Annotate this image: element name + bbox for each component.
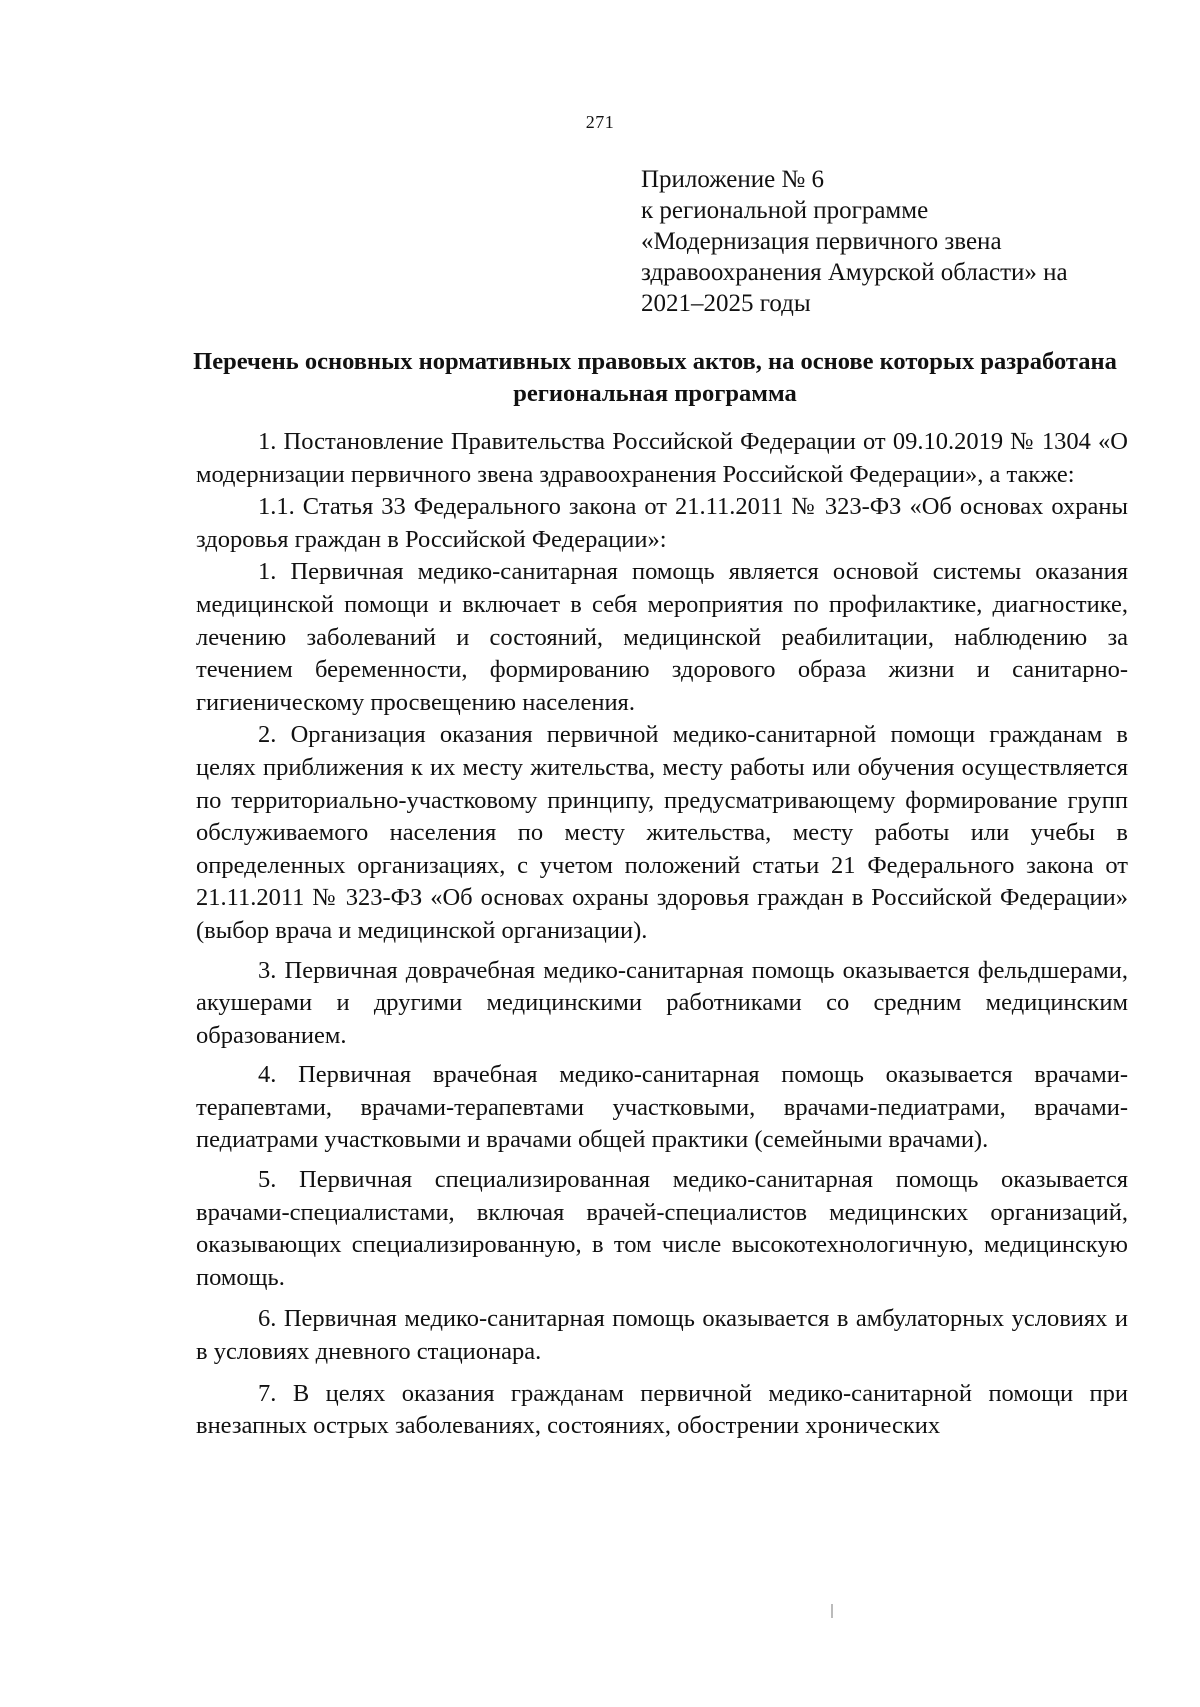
article-item-4: 4. Первичная врачебная медико-санитарная помощь оказывается врачами-терапевтами, врачами-терапевтами участковыми, врачами-педиатрами, врачами-педиатрами участковыми и врачами общей практики (семейными врачами). [196,1061,1128,1154]
appendix-line: «Модернизация первичного звена [641,228,1002,255]
appendix-line: 2021–2025 годы [641,290,811,317]
appendix-block [641,164,1121,319]
paragraph-1-1: 1.1. Статья 33 Федерального закона от 21.11.2011 № 323-ФЗ «Об основах охраны здоровья граждан в Российской Федерации»: [196,493,1128,553]
article-item-6: 6. Первичная медико-санитарная помощь оказывается в амбулаторных условиях и в условиях дневного стационара. [196,1305,1128,1366]
article-item-3: 3. Первичная доврачебная медико-санитарная помощь оказывается фельдшерами, акушерами и другими медицинскими работниками со средним медицинским образованием. [196,956,1128,1049]
appendix-line: здравоохранения Амурской области» на [641,259,1068,286]
article-item-1: 1. Первичная медико-санитарная помощь является основой системы оказания медицинской помощи и включает в себя мероприятия по профилактике, диагностике, лечению заболеваний и состояний, медицинской реабилитации, наблюдению за течением беременности, формированию здорового образа жизни и санитарно-гигиеническому просвещению населения. [196,558,1128,716]
article-item-2: 2. Организация оказания первичной медико-санитарной помощи гражданам в целях приближения к их месту жительства, месту работы или обучения осуществляется по территориально-участковому принципу, предусматривающему формирование групп обслуживаемого населения по месту жительства, месту работы или учебы в определенных организациях, с учетом положений статьи 21 Федерального закона от 21.11.2011 № 323-ФЗ «Об основах охраны здоровья граждан в Российской Федерации» (выбор врача и медицинской организации). [196,721,1128,944]
document-title: Перечень основных нормативных правовых актов, на основе которых разработана региональная программа [193,348,1117,407]
appendix-line: Приложение № 6 [641,166,825,193]
scan-artifact [831,1604,833,1618]
document-body [196,426,1128,1443]
appendix-line: к региональной программе [641,197,929,224]
paragraph-1: 1. Постановление Правительства Российской Федерации от 09.10.2019 № 1304 «О модернизации первичного звена здравоохранения Российской Федерации», а также: [196,428,1128,488]
page-number: 271 [585,112,615,132]
article-item-5: 5. Первичная специализированная медико-санитарная помощь оказывается врачами-специалистами, включая врачей-специалистов медицинских организаций, оказывающих специализированную, в том числе высокотехнологичную, медицинскую помощь. [196,1166,1128,1291]
article-item-7: 7. В целях оказания гражданам первичной медико-санитарной помощи при внезапных острых заболеваниях, состояниях, обострении хронических [196,1379,1128,1440]
